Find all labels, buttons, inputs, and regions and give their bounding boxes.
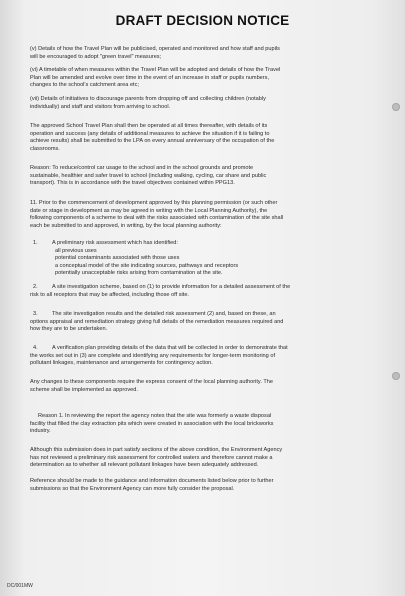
footer-reference: DC/001MW bbox=[7, 583, 33, 589]
text-line: facility that filled the clay extraction pits which were created in association with the local brickworks bbox=[30, 420, 274, 427]
text-line: scheme shall be implemented as approved. bbox=[30, 386, 138, 393]
item-2-number: 2. bbox=[33, 284, 38, 290]
text-line: (vi) A timetable of when measures within the Travel Plan will be adopted and details of how the Travel bbox=[30, 67, 281, 73]
text-line: 11. Prior to the commencement of development approved by this planning permission (or such other bbox=[30, 200, 278, 206]
punch-hole bbox=[392, 103, 400, 111]
text-line: operation and success (any details of additional measures to achieve the situation if it is failing to bbox=[30, 130, 270, 137]
page-title: DRAFT DECISION NOTICE bbox=[115, 13, 290, 28]
text-line: changes to the school's catchment area etc; bbox=[30, 82, 139, 88]
text-line: Although this submission does in part satisfy sections of the above condition, the Environment Agency bbox=[30, 447, 283, 453]
text-line: Reason: To reduce/control car usage to the school and in the school grounds and promote bbox=[30, 165, 254, 171]
text-line: transport). This is in accordance with the travel objectives contained within PPG13. bbox=[30, 180, 235, 186]
text-line: determination as to whether all relevant pollutant linkages have been adequately addressed. bbox=[30, 462, 259, 468]
text-line: submissions so that the Environment Agency can more fully consider the proposal. bbox=[30, 485, 235, 492]
para-vi bbox=[30, 67, 392, 90]
text-line: will be encouraged to adopt "green travel" measures; bbox=[30, 53, 162, 60]
text-line: (v) Details of how the Travel Plan will be publicised, operated and monitored and how staff and pupils bbox=[30, 46, 280, 52]
text-line: following components of a scheme to deal with the risks associated with contamination of the site shall bbox=[30, 215, 284, 221]
text-line: the works set out in (3) are complete and identifying any requirements for longer-term monitoring of bbox=[30, 352, 275, 359]
text-line: how they are to be undertaken. bbox=[30, 326, 108, 332]
para-v bbox=[30, 46, 392, 61]
text-line: Reference should be made to the guidance and information documents listed below prior to further bbox=[30, 478, 274, 484]
text-line: each be submitted to and approved, in writing, by the local planning authority: bbox=[30, 222, 222, 229]
text-line: Any changes to these components require the express consent of the local planning authority. The bbox=[30, 379, 273, 385]
text-line: potential contaminants associated with those uses bbox=[55, 255, 180, 261]
item-4 bbox=[30, 345, 392, 368]
text-line: industry. bbox=[30, 428, 51, 434]
text-line: classrooms. bbox=[30, 145, 60, 152]
text-line: options appraisal and remediation strategy giving full details of the remediation measures required and bbox=[30, 318, 284, 325]
although-paragraph bbox=[30, 447, 392, 470]
item-3 bbox=[30, 311, 392, 334]
item-1 bbox=[52, 240, 392, 278]
text-line: A preliminary risk assessment which has identified: bbox=[52, 240, 178, 246]
text-line: all previous uses bbox=[55, 247, 97, 254]
punch-hole bbox=[392, 372, 400, 380]
item-3-number: 3. bbox=[33, 311, 38, 317]
text-line: The site investigation results and the detailed risk assessment (2) and, based on these, an bbox=[52, 311, 276, 317]
para-vii bbox=[30, 96, 392, 111]
reference-paragraph bbox=[30, 478, 392, 493]
text-line: potentially unacceptable risks arising from contamination at the site. bbox=[55, 270, 223, 276]
text-line: date or stage in development as may be agreed in writing with the Local Planning Authority), the bbox=[30, 207, 268, 214]
condition-11-paragraph bbox=[30, 200, 392, 230]
text-line: risk to all receptors that may be affected, including those off site. bbox=[30, 291, 189, 298]
text-line: sustainable, healthier and safer travel to school (including walking, cycling, car share and public bbox=[30, 172, 267, 179]
text-line: has not reviewed a preliminary risk assessment for controlled waters and therefore cannot make a bbox=[30, 454, 273, 461]
text-line: (vii) Details of initiatives to discourage parents from dropping off and collecting children (notably bbox=[30, 96, 266, 102]
approved-plan-paragraph bbox=[30, 123, 392, 153]
reason-1-paragraph bbox=[30, 413, 392, 436]
item-2 bbox=[30, 284, 392, 299]
text-line: Reason 1. In reviewing the report the agency notes that the site was formerly a waste disposal bbox=[38, 413, 272, 419]
text-line: A verification plan providing details of the data that will be collected in order to demonstrate that bbox=[52, 345, 288, 351]
text-line: individually) and staff and visitors from arriving to school. bbox=[30, 103, 171, 110]
reason-paragraph bbox=[30, 165, 392, 188]
text-line: Plan will be amended and evolve over time in the event of an increase in staff or pupils numbers, bbox=[30, 74, 270, 81]
text-line: achieve results) shall be submitted to the LPA on every annual anniversary of the occupation of the bbox=[30, 138, 275, 144]
text-line: a conceptual model of the site indicating sources, pathways and receptors bbox=[55, 262, 239, 269]
text-line: A site investigation scheme, based on (1) to provide information for a detailed assessment of the bbox=[52, 284, 291, 290]
item-4-number: 4. bbox=[33, 345, 38, 351]
text-line: pollutant linkages, maintenance and arrangements for contingency action. bbox=[30, 360, 213, 366]
changes-paragraph bbox=[30, 379, 392, 394]
item-1-number: 1. bbox=[33, 240, 38, 246]
text-line: The approved School Travel Plan shall then be operated at all times thereafter, with details of its bbox=[30, 123, 268, 129]
